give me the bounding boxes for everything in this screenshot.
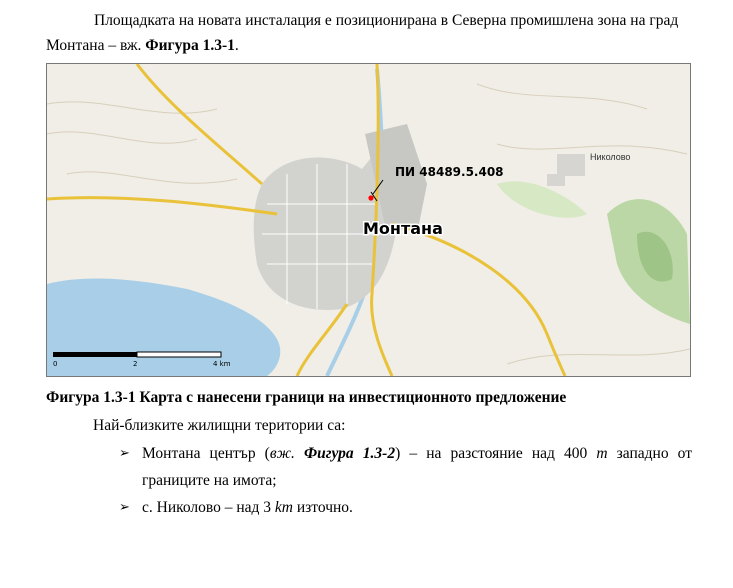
bullet-text: с. Николово – над 3 (142, 499, 275, 516)
figure-caption: Фигура 1.3-1 Карта с нанесени граници на инвестиционното предложение (46, 389, 567, 406)
plot-marker-icon (368, 195, 373, 200)
bullet-montana-center (142, 440, 692, 494)
unit-m: m (596, 445, 608, 462)
bullet-text: източно. (293, 499, 353, 516)
arrow-bullet-icon: ➢ (119, 446, 130, 461)
scale-tick-2: 2 (133, 360, 138, 368)
location-map (46, 63, 691, 377)
bullet-text: ) – на разстояние над 400 (395, 445, 597, 462)
plot-label: ПИ 48489.5.408 (395, 165, 504, 179)
intro-line2: Монтана – вж. (46, 37, 146, 54)
bullet-nikolovo (142, 494, 353, 521)
figure-reference: Фигура 1.3-1 (145, 37, 235, 54)
city-label: Монтана (363, 219, 443, 238)
bullet-text: западно от границите на имота; (142, 445, 692, 489)
intro-period: . (234, 37, 239, 54)
map-canvas (47, 64, 690, 376)
village-label: Николово (590, 152, 631, 162)
unit-km: km (274, 499, 293, 516)
intro-line1: Площадката на новата инсталация е позиционирана в Северна промишлена зона на град (94, 12, 679, 29)
bullet-italic: вж. (269, 445, 304, 462)
intro-paragraph (46, 8, 692, 58)
bullet-text: Монтана център ( (142, 445, 270, 462)
scale-tick-4: 4 km (213, 360, 231, 368)
figure-reference: Фигура 1.3-2 (303, 445, 396, 462)
scale-tick-0: 0 (53, 360, 58, 368)
nearest-residential-heading: Най-близките жилищни територии са: (93, 417, 346, 434)
arrow-bullet-icon: ➢ (119, 500, 130, 515)
